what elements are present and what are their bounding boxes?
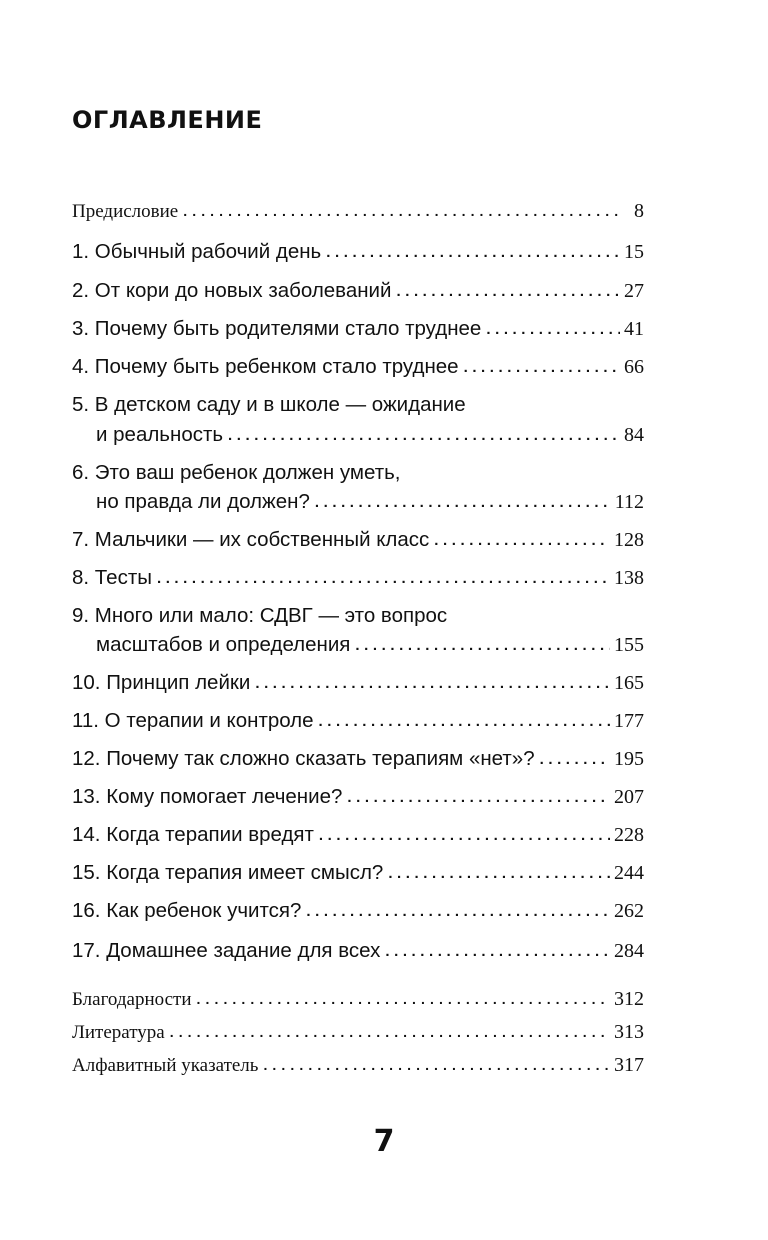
- toc-entry-chapter-1[interactable]: [72, 240, 644, 264]
- dot-leader: [183, 200, 620, 222]
- dot-leader: [319, 822, 610, 846]
- toc-entry-chapter-12[interactable]: [72, 747, 644, 771]
- toc-entry-chapter-9[interactable]: [96, 633, 644, 657]
- dot-leader: [306, 898, 610, 922]
- dot-leader: [434, 527, 610, 551]
- toc-entry-title: 14. Когда терапии вредят: [72, 823, 314, 846]
- toc-entry-chapter-11[interactable]: [72, 709, 644, 733]
- toc-entry-chapter-16[interactable]: [72, 899, 644, 923]
- toc-entry-chapter-8[interactable]: [72, 566, 644, 590]
- toc-entry-title: Благодарности: [72, 989, 192, 1010]
- dot-leader: [388, 860, 610, 884]
- dot-leader: [228, 422, 620, 446]
- page-number: 7: [373, 1124, 395, 1159]
- toc-entry-title: 6. Это ваш ребенок должен уметь,: [72, 461, 401, 484]
- dot-leader: [319, 708, 610, 732]
- dot-leader: [170, 1021, 610, 1043]
- toc-entry-chapter-9-line1[interactable]: [72, 604, 644, 628]
- dot-leader: [540, 746, 610, 770]
- toc-entry-page: 27: [624, 280, 644, 302]
- toc-entry-title: Литература: [72, 1022, 165, 1043]
- toc-entry-preface[interactable]: [72, 200, 644, 223]
- toc-entry-page: 155: [614, 634, 644, 656]
- toc-entry-title: 13. Кому помогает лечение?: [72, 785, 343, 808]
- toc-entry-page: 138: [614, 567, 644, 589]
- toc-entry-chapter-3[interactable]: [72, 317, 644, 341]
- toc-entry-title: но правда ли должен?: [96, 490, 310, 513]
- toc-entry-page: 317: [614, 1054, 644, 1076]
- toc-entry-page: 195: [614, 748, 644, 770]
- toc-entry-chapter-17[interactable]: [72, 939, 644, 963]
- toc-entry-title: 11. О терапии и контроле: [72, 709, 314, 732]
- dot-leader: [255, 670, 610, 694]
- dot-leader: [464, 354, 620, 378]
- toc-entry-page: 313: [614, 1021, 644, 1043]
- toc-entry-chapter-15[interactable]: [72, 861, 644, 885]
- toc-entry-chapter-5[interactable]: [96, 423, 644, 447]
- toc-entry-chapter-13[interactable]: [72, 785, 644, 809]
- toc-entry-title: 2. От кори до новых заболеваний: [72, 279, 392, 302]
- toc-entry-title: 16. Как ребенок учится?: [72, 899, 302, 922]
- toc-entry-page: 244: [614, 862, 644, 884]
- toc-entry-chapter-5-line1[interactable]: [72, 393, 644, 417]
- toc-entry-page: 41: [624, 318, 644, 340]
- toc-entry-title: 7. Мальчики — их собственный класс: [72, 528, 430, 551]
- toc-entry-chapter-6-line1[interactable]: [72, 461, 644, 485]
- toc-entry-page: 66: [624, 356, 644, 378]
- toc-entry-chapter-2[interactable]: [72, 279, 644, 303]
- toc-entry-title: масштабов и определения: [96, 633, 351, 656]
- dot-leader: [355, 632, 610, 656]
- toc-entry-title: 3. Почему быть родителями стало труднее: [72, 317, 482, 340]
- toc-entry-title: 12. Почему так сложно сказать терапиям «нет»?: [72, 747, 535, 770]
- toc-entry-acknowledgements[interactable]: [72, 988, 644, 1011]
- toc-entry-page: 284: [614, 940, 644, 962]
- toc-entry-title: Алфавитный указатель: [72, 1055, 259, 1076]
- dot-leader: [157, 565, 610, 589]
- toc-entry-page: 207: [614, 786, 644, 808]
- toc-entry-chapter-10[interactable]: [72, 671, 644, 695]
- toc-entry-page: 262: [614, 900, 644, 922]
- toc-entry-title: 10. Принцип лейки: [72, 671, 251, 694]
- dot-leader: [326, 239, 620, 263]
- page-title: ОГЛАВЛЕНИЕ: [72, 106, 263, 134]
- toc-entry-title: 1. Обычный рабочий день: [72, 240, 322, 263]
- dot-leader: [347, 784, 610, 808]
- toc-entry-chapter-14[interactable]: [72, 823, 644, 847]
- toc-entry-page: 165: [614, 672, 644, 694]
- toc-entry-page: 84: [624, 424, 644, 446]
- toc-entry-chapter-4[interactable]: [72, 355, 644, 379]
- dot-leader: [396, 278, 620, 302]
- toc-entry-title: 8. Тесты: [72, 566, 152, 589]
- toc-entry-page: 312: [614, 988, 644, 1010]
- toc-entry-chapter-6[interactable]: [96, 490, 644, 514]
- toc-entry-title: 17. Домашнее задание для всех: [72, 939, 381, 962]
- dot-leader: [385, 938, 610, 962]
- dot-leader: [486, 316, 620, 340]
- toc-entry-page: 228: [614, 824, 644, 846]
- toc-entry-page: 8: [634, 200, 644, 222]
- toc-entry-title: и реальность: [96, 423, 224, 446]
- toc-entry-page: 177: [614, 710, 644, 732]
- toc-entry-page: 128: [614, 529, 644, 551]
- toc-entry-page: 112: [614, 491, 644, 513]
- toc-entry-title: 5. В детском саду и в школе — ожидание: [72, 393, 466, 416]
- toc-entry-index[interactable]: [72, 1054, 644, 1077]
- toc-entry-title: 15. Когда терапия имеет смысл?: [72, 861, 384, 884]
- dot-leader: [263, 1054, 610, 1076]
- toc-entry-title: 9. Много или мало: СДВГ — это вопрос: [72, 604, 448, 627]
- dot-leader: [315, 489, 611, 513]
- toc-entry-chapter-7[interactable]: [72, 528, 644, 552]
- dot-leader: [197, 988, 611, 1010]
- toc-entry-title: 4. Почему быть ребенком стало труднее: [72, 355, 459, 378]
- toc-entry-page: 15: [624, 241, 644, 263]
- toc-entry-literature[interactable]: [72, 1021, 644, 1044]
- toc-entry-title: Предисловие: [72, 201, 179, 222]
